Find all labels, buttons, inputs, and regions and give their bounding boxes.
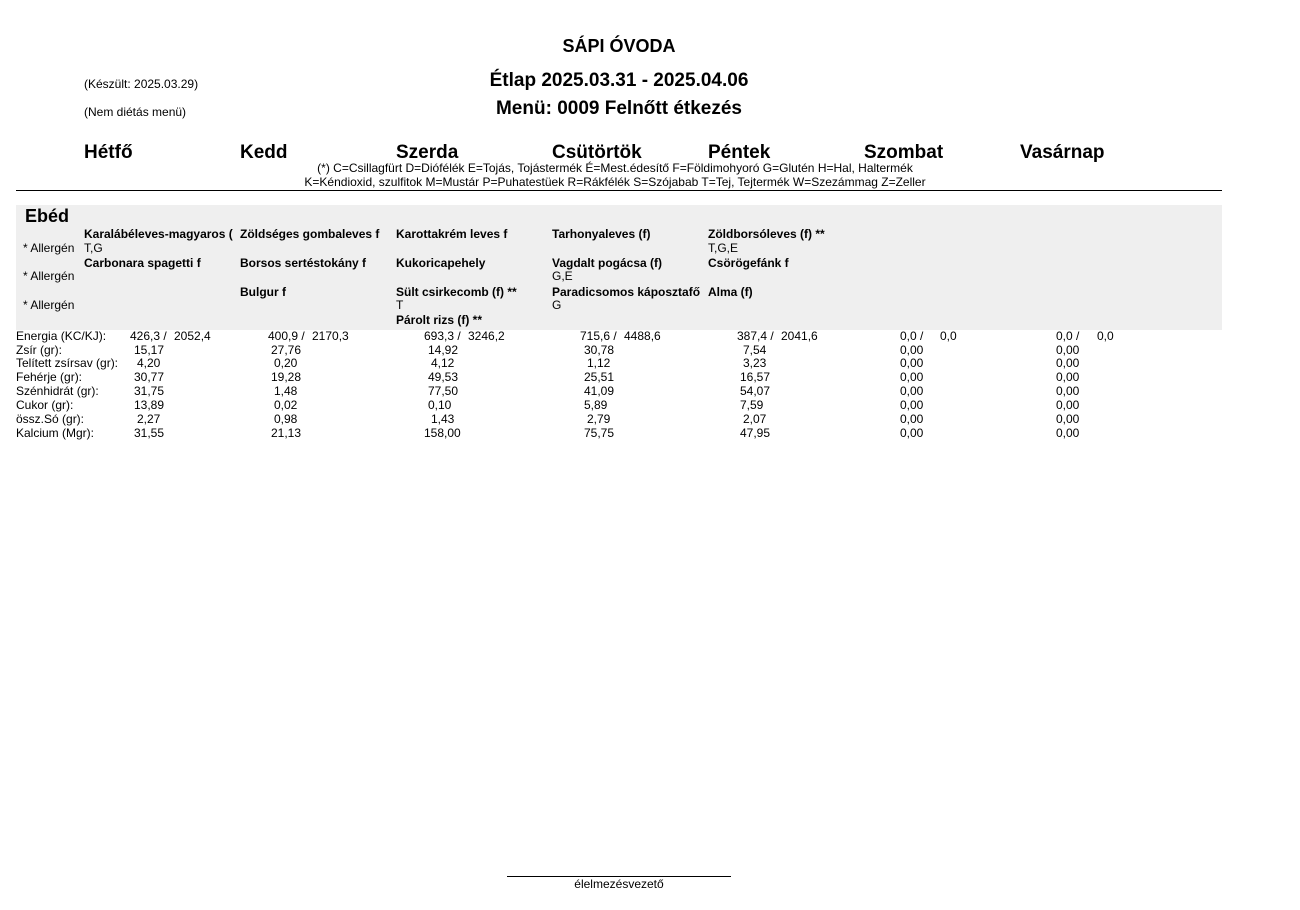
- nutrition-value: 1,43: [431, 412, 455, 426]
- nutrition-label: Energia (KC/KJ):: [16, 329, 107, 343]
- day-header-sunday: Vasárnap: [1020, 142, 1105, 163]
- nutrition-value: 5,89: [584, 398, 608, 412]
- nutrition-value: 25,51: [584, 370, 615, 384]
- nutrition-label: Kalcium (Mgr):: [16, 426, 95, 440]
- day-header-thursday: Csütörtök: [552, 142, 642, 163]
- nutrition-value: 0,00: [900, 426, 924, 440]
- dish: Karalábéleves-magyaros (: [84, 227, 233, 241]
- day-header-wednesday: Szerda: [396, 142, 459, 163]
- nutrition-value: 0,02: [274, 398, 298, 412]
- dish: Csörögefánk f: [708, 256, 789, 270]
- dish: Borsos sertéstokány f: [240, 256, 367, 270]
- nutrition-value: 7,54: [743, 343, 767, 357]
- energy-kc: 400,9 /: [268, 329, 305, 343]
- energy-kj: 0,0: [940, 329, 957, 343]
- energy-kc: 715,6 /: [580, 329, 617, 343]
- nutrition-value: 49,53: [428, 370, 459, 384]
- nutrition-label: Szénhidrát (gr):: [16, 384, 99, 398]
- nutrition-value: 0,00: [1056, 343, 1080, 357]
- nutrition-value: 75,75: [584, 426, 615, 440]
- nutrition-value: 1,48: [274, 384, 298, 398]
- nutrition-value: 0,20: [274, 356, 298, 370]
- nutrition-value: 2,79: [587, 412, 611, 426]
- day-header-monday: Hétfő: [84, 142, 133, 163]
- dish: Karottakrém leves f: [396, 227, 508, 241]
- dish-allergens: G,E: [552, 269, 573, 283]
- nutrition-value: 21,13: [271, 426, 302, 440]
- energy-kj: 3246,2: [468, 329, 505, 343]
- allergen-label: * Allergén: [23, 298, 75, 312]
- nutrition-value: 7,59: [740, 398, 764, 412]
- dish-allergens: T,G: [84, 241, 103, 255]
- nutrition-value: 31,75: [134, 384, 165, 398]
- dish: Zöldborsóleves (f) **: [708, 227, 825, 241]
- nutrition-value: 0,00: [1056, 384, 1080, 398]
- nutrition-value: 0,00: [900, 412, 924, 426]
- nutrition-value: 0,00: [900, 384, 924, 398]
- nutrition-value: 27,76: [271, 343, 302, 357]
- nutrition-value: 19,28: [271, 370, 302, 384]
- diet-note: (Nem diétás menü): [84, 105, 187, 119]
- nutrition-value: 0,00: [900, 398, 924, 412]
- school-name: SÁPI ÓVODA: [562, 36, 676, 56]
- nutrition-value: 0,10: [428, 398, 452, 412]
- nutrition-value: 0,00: [1056, 398, 1080, 412]
- nutrition-value: 54,07: [740, 384, 771, 398]
- dish: Alma (f): [708, 285, 753, 299]
- nutrition-value: 3,23: [743, 356, 767, 370]
- energy-kj: 2052,4: [174, 329, 211, 343]
- nutrition-value: 0,98: [274, 412, 298, 426]
- energy-kj: 2041,6: [781, 329, 818, 343]
- signature-label: élelmezésvezető: [574, 877, 664, 891]
- energy-kj: 2170,3: [312, 329, 349, 343]
- nutrition-value: 47,95: [740, 426, 771, 440]
- energy-kc: 0,0 /: [900, 329, 924, 343]
- day-header-tuesday: Kedd: [240, 142, 288, 163]
- header-divider: [16, 190, 1222, 191]
- created-date: (Készült: 2025.03.29): [84, 77, 199, 91]
- nutrition-value: 4,20: [137, 356, 161, 370]
- nutrition-value: 0,00: [900, 356, 924, 370]
- energy-kj: 0,0: [1097, 329, 1114, 343]
- dish: Carbonara spagetti f: [84, 256, 201, 270]
- nutrition-value: 0,00: [1056, 412, 1080, 426]
- energy-kc: 0,0 /: [1056, 329, 1080, 343]
- menu-period-title: Étlap 2025.03.31 - 2025.04.06: [489, 70, 749, 91]
- nutrition-label: Zsír (gr):: [16, 343, 62, 357]
- dish: Párolt rizs (f) **: [396, 313, 483, 327]
- nutrition-value: 30,78: [584, 343, 615, 357]
- energy-kc: 387,4 /: [737, 329, 774, 343]
- allergen-label: * Allergén: [23, 269, 75, 283]
- nutrition-value: 15,17: [134, 343, 165, 357]
- nutrition-value: 31,55: [134, 426, 165, 440]
- nutrition-value: 2,27: [137, 412, 161, 426]
- nutrition-label: Telített zsírsav (gr):: [16, 356, 119, 370]
- dish: Tarhonyaleves (f): [552, 227, 651, 241]
- nutrition-value: 77,50: [428, 384, 459, 398]
- nutrition-label: Fehérje (gr):: [16, 370, 83, 384]
- nutrition-value: 4,12: [431, 356, 455, 370]
- nutrition-value: 41,09: [584, 384, 615, 398]
- nutrition-value: 14,92: [428, 343, 459, 357]
- energy-kc: 693,3 /: [424, 329, 461, 343]
- allergen-label: * Allergén: [23, 241, 75, 255]
- allergen-legend-line-2: K=Kéndioxid, szulfitok M=Mustár P=Puhatestüek R=Rákfélék S=Szójabab T=Tej, Tejtermék W=Szezámmag Z=Zeller: [304, 175, 926, 189]
- nutrition-value: 13,89: [134, 398, 165, 412]
- nutrition-value: 0,00: [1056, 426, 1080, 440]
- nutrition-value: 30,77: [134, 370, 165, 384]
- day-header-friday: Péntek: [708, 142, 771, 163]
- dish: Paradicsomos káposztafő: [552, 285, 701, 299]
- day-header-saturday: Szombat: [864, 142, 944, 163]
- energy-kj: 4488,6: [624, 329, 661, 343]
- meal-title: Ebéd: [25, 206, 70, 226]
- nutrition-value: 0,00: [1056, 356, 1080, 370]
- nutrition-value: 158,00: [424, 426, 461, 440]
- nutrition-value: 0,00: [1056, 370, 1080, 384]
- dish: Bulgur f: [240, 285, 286, 299]
- nutrition-value: 0,00: [900, 343, 924, 357]
- energy-kc: 426,3 /: [130, 329, 167, 343]
- menu-name: Menü: 0009 Felnőtt étkezés: [495, 98, 743, 119]
- dish-allergens: T: [396, 298, 404, 312]
- dish: Sült csirkecomb (f) **: [396, 285, 517, 299]
- nutrition-label: össz.Só (gr):: [16, 412, 85, 426]
- nutrition-value: 2,07: [743, 412, 767, 426]
- nutrition-value: 0,00: [900, 370, 924, 384]
- allergen-legend-line-1: (*) C=Csillagfürt D=Diófélék E=Tojás, Tojástermék É=Mest.édesítő F=Földimohyoró G=Glutén H=Hal, Haltermék: [317, 161, 913, 175]
- dish-allergens: G: [552, 298, 562, 312]
- dish: Vagdalt pogácsa (f): [552, 256, 663, 270]
- nutrition-label: Cukor (gr):: [16, 398, 74, 412]
- dish-allergens: T,G,E: [708, 241, 739, 255]
- nutrition-value: 1,12: [587, 356, 611, 370]
- dish: Kukoricapehely: [396, 256, 486, 270]
- nutrition-value: 16,57: [740, 370, 771, 384]
- dish: Zöldséges gombaleves f: [240, 227, 380, 241]
